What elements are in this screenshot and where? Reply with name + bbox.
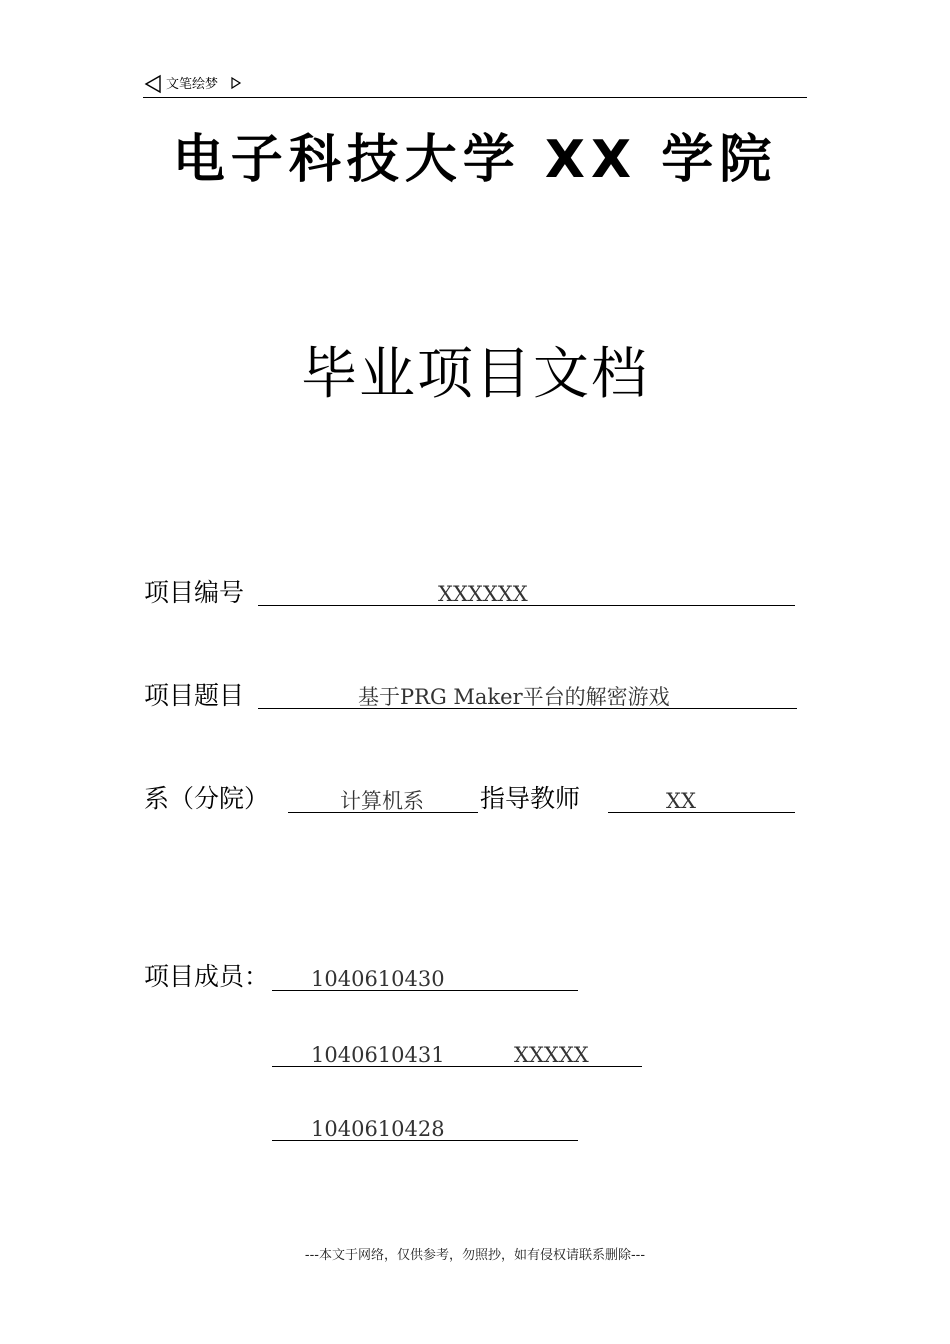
- member-id: 1040610431: [311, 1043, 445, 1067]
- document-title: 毕业项目文档: [301, 342, 649, 407]
- left-triangle-icon: [144, 74, 162, 94]
- project-title-label: 项目题目: [144, 681, 245, 710]
- advisor-label: 指导教师: [480, 784, 581, 813]
- header-text: 文笔绘梦: [166, 77, 219, 92]
- university-title: 电子科技大学 XX 学院: [172, 130, 778, 190]
- project-title-value: 基于PRG Maker平台的解密游戏: [358, 685, 670, 709]
- footer-disclaimer: ---本文于网络，仅供参考，勿照抄，如有侵权请联系删除---: [304, 1248, 646, 1263]
- department-value: 计算机系: [340, 789, 424, 813]
- member-name: XXXXX: [514, 1043, 589, 1067]
- advisor-value: XX: [666, 789, 696, 813]
- members-label: 项目成员：: [144, 962, 270, 991]
- project-number-value: XXXXXX: [438, 582, 528, 606]
- project-number-label: 项目编号: [144, 578, 245, 607]
- advisor-underline: [608, 784, 795, 813]
- right-triangle-icon: [230, 76, 242, 90]
- header-rule: [143, 97, 807, 98]
- member-id: 1040610428: [311, 1117, 445, 1141]
- member-id: 1040610430: [311, 967, 445, 991]
- department-label: 系（分院）: [144, 784, 270, 813]
